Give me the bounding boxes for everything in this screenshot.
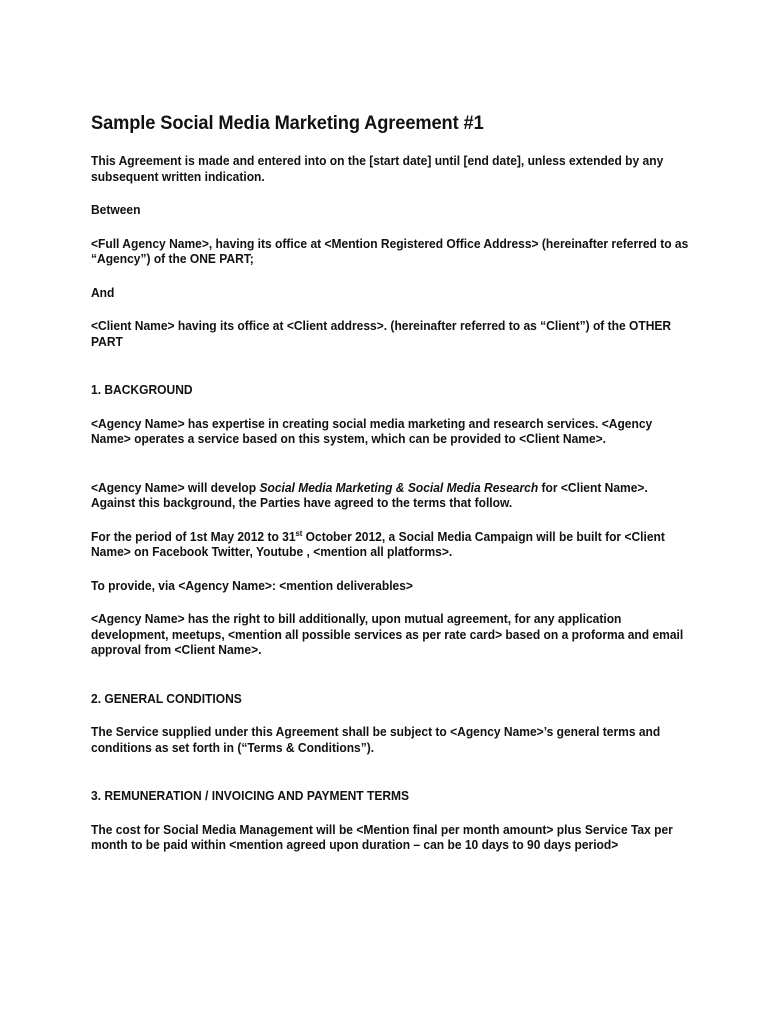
document-title: Sample Social Media Marketing Agreement #1 xyxy=(91,113,484,134)
background-p3-end: October 2012, a Social Media Campaign will be built for <Client Name> on Facebook Twitter, Youtube , <mention all platforms>. xyxy=(91,529,665,559)
section-heading-background: 1. BACKGROUND xyxy=(91,383,193,397)
agreement-document xyxy=(91,113,691,854)
and-label: And xyxy=(91,285,115,300)
background-paragraph-3 xyxy=(91,530,691,561)
background-paragraph-4: To provide, via <Agency Name>: <mention deliverables> xyxy=(91,578,413,593)
background-p2-italic: Social Media Marketing & Social Media Research xyxy=(259,480,539,495)
background-p2-end: for <Client Name>. Against this background, the Parties have agreed to the terms that follow. xyxy=(91,480,648,510)
agency-party-paragraph: <Full Agency Name>, having its office at <Mention Registered Office Address> (hereinafter referred to as “Agency”) of the ONE PART; xyxy=(91,236,689,266)
background-paragraph-2 xyxy=(91,481,691,512)
section-heading-general-conditions: 2. GENERAL CONDITIONS xyxy=(91,691,242,706)
intro-paragraph: This Agreement is made and entered into on the [start date] until [end date], unless extended by any subsequent written indication. xyxy=(91,154,664,184)
section-heading-remuneration: 3. REMUNERATION / INVOICING AND PAYMENT TERMS xyxy=(91,789,410,803)
background-p2-start: <Agency Name> will develop xyxy=(91,480,260,495)
between-label: Between xyxy=(91,203,141,217)
general-conditions-paragraph: The Service supplied under this Agreement shall be subject to <Agency Name>’s general terms and conditions as set forth in (“Terms & Conditions”). xyxy=(91,725,661,755)
background-paragraph-5: <Agency Name> has the right to bill additionally, upon mutual agreement, for any application development, meetups, <mention all possible services as per rate card> based on a proforma and email approval from <Client Name>. xyxy=(91,612,684,657)
background-paragraph-1: <Agency Name> has expertise in creating social media marketing and research services. <Agency Name> operates a service based on this system, which can be provided to <Client Name>. xyxy=(91,416,653,446)
background-p3-start: For the period of 1st May 2012 to 31 xyxy=(91,529,296,544)
remuneration-paragraph: The cost for Social Media Management will be <Mention final per month amount> plus Service Tax per month to be paid within <mention agreed upon duration – can be 10 days to 90 days period> xyxy=(91,822,673,852)
background-p3-superscript: st xyxy=(295,528,303,538)
client-party-paragraph: <Client Name> having its office at <Client address>. (hereinafter referred to as “Client”) of the OTHER PART xyxy=(91,319,672,349)
